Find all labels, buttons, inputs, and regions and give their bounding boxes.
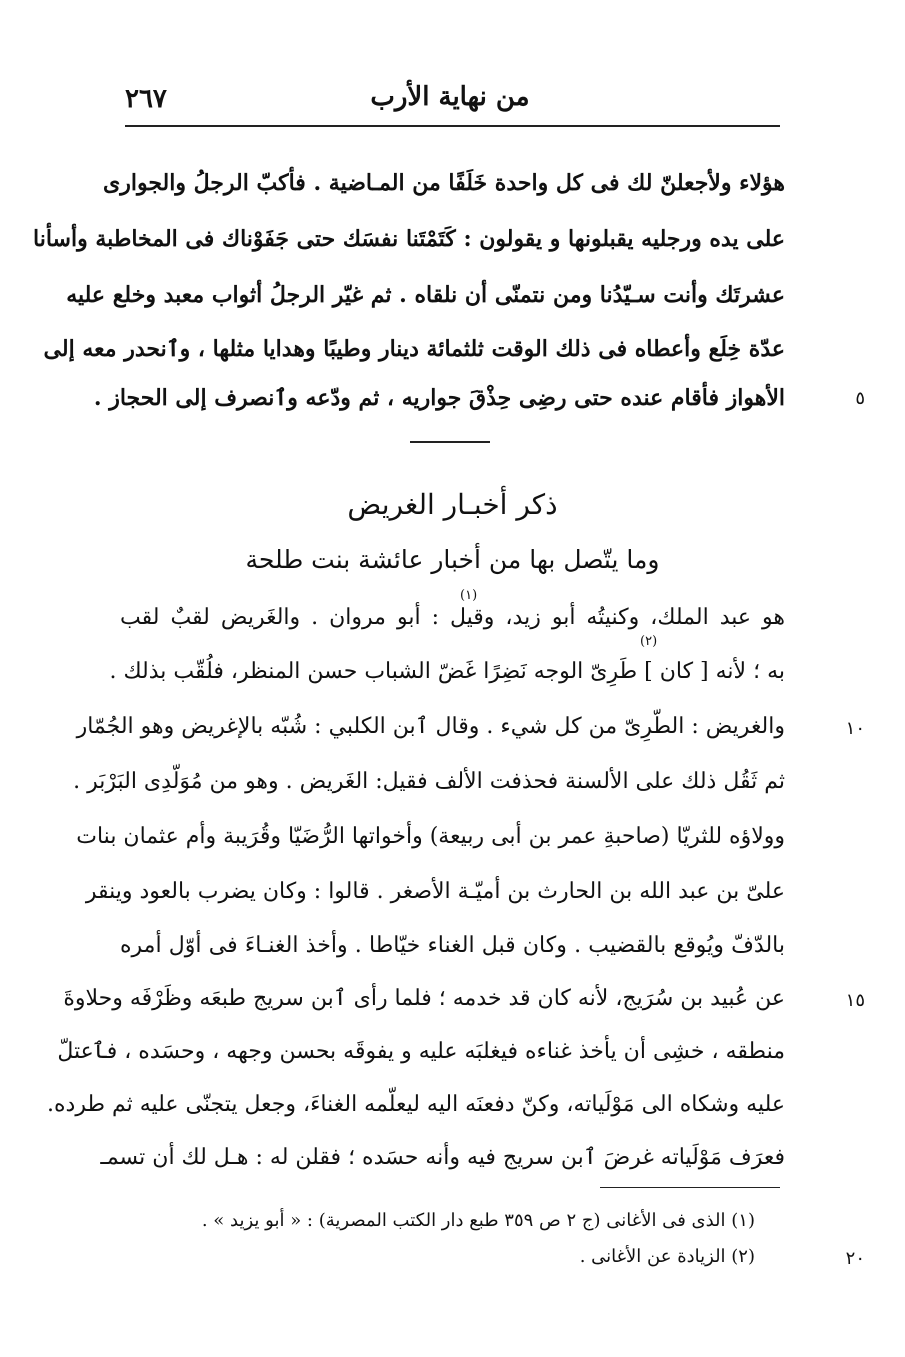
text-line: فعرَف مَوْلَياته غرضَ ٱبن سريج فيه وأنه حسَده ؛ فقلن له : هـل لك أن تسمـ xyxy=(100,1145,785,1170)
text-line: به ؛ لأنه [ كان ] طَرِىّ الوجه نَضِرًا غَضّ الشباب حسن المنظر، فلُقّب بذلك . xyxy=(109,659,785,684)
line-marker: ٢٠ xyxy=(845,1248,865,1269)
section-title: ذكر أخبـار الغريض xyxy=(347,488,558,521)
footnote-rule xyxy=(600,1187,780,1188)
section-subtitle: وما يتّصل بها من أخبار عائشة بنت طلحة xyxy=(245,545,660,574)
page-number: ٢٦٧ xyxy=(125,84,167,114)
header-rule xyxy=(125,125,780,127)
text-line: ثم ثَقُل ذلك على الألسنة فحذفت الألف فقيل: الغَريض . وهو من مُوَلّدِى البَرْبَر . xyxy=(73,769,785,794)
line-marker: ٥ xyxy=(855,388,865,409)
page-header xyxy=(125,80,775,125)
text-line: علىّ بن عبد الله بن الحارث بن أميّـة الأصغر . قالوا : وكان يضرب بالعود وينقر xyxy=(85,879,785,904)
text-line: هؤلاء ولأجعلنّ لك فى كل واحدة خَلَفًا من المـاضية . فأكبّ الرجلُ والجوارى xyxy=(103,170,785,196)
footnote: (١) الذى فى الأغانى (ج ٢ ص ٣٥٩ طبع دار الكتب المصرية) : « أبو يزيد » . xyxy=(201,1210,755,1231)
section-separator xyxy=(410,441,490,443)
running-title: من نهاية الأرب xyxy=(370,82,530,112)
text-line: والغريض : الطّرِىّ من كل شيء . وقال ٱبن الكلبي : شُبّه بالإغريض وهو الجُمّار xyxy=(76,714,785,739)
footnote-ref: (١) xyxy=(460,588,478,603)
text-line: الأهواز فأقام عنده حتى رضِى حِذْقَ جواريه ، ثم ودّعه وٱنصرف إلى الحجاز . xyxy=(93,385,785,411)
text-line: وولاؤه للثريّا (صاحبةِ عمر بن أبى ربيعة) وأخواتها الرُّضَيّا وقُرَيبة وأم عثمان بنات xyxy=(76,824,785,849)
footnote: (٢) الزيادة عن الأغانى . xyxy=(579,1246,755,1267)
line-marker: ١٠ xyxy=(845,718,865,739)
text-line: عن عُبيد بن سُرَيج، لأنه كان قد خدمه ؛ فلما رأى ٱبن سريج طبعَه وظَرْفَه وحلاوةَ xyxy=(63,986,785,1011)
footnote-ref: (٢) xyxy=(640,634,658,649)
text-line: عدّة خِلَع وأعطاه فى ذلك الوقت ثلثمائة دينار وطيبًا وهدايا مثلها ، وٱنحدر معه إلى xyxy=(43,336,785,362)
line-marker: ١٥ xyxy=(845,990,865,1011)
text-line: عشرتَك وأنت سـيّدُنا ومن نتمنّى أن نلقاه . ثم غيّر الرجلُ أثواب معبد وخلع عليه xyxy=(66,282,785,308)
text-line: هو عبد الملك، وكنيتُه أبو زيد، وقيل : أبو مروان . والغَريض لقبٌ لقب xyxy=(120,605,785,630)
text-line: على يده ورجليه يقبلونها و يقولون : كَتَمْتَنا نفسَك حتى جَفَوْناك فى المخاطبة وأسأنا xyxy=(33,226,785,252)
text-line: منطقه ، خشِى أن يأخذ غناءه فيغلبَه عليه و يفوقَه بحسن وجهه ، وحسَده ، فٱعتلّ xyxy=(57,1039,785,1064)
text-line: عليه وشكاه الى مَوْلَياته، وكنّ دفعنَه اليه ليعلّمه الغناءَ، وجعل يتجنّى عليه ثم طرده. xyxy=(47,1092,785,1117)
text-line: بالدّفّ ويُوقع بالقضيب . وكان قبل الغناء خيّاطا . وأخذ الغنـاءَ فى أوّل أمره xyxy=(120,933,785,958)
